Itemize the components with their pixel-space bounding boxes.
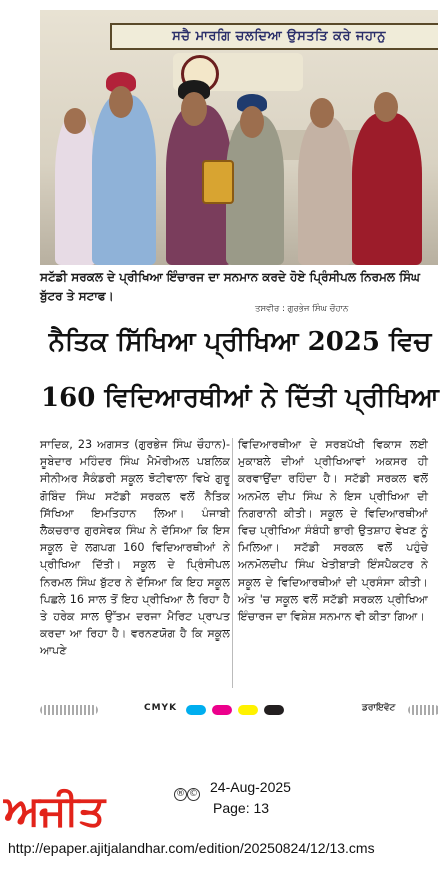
trophy-icon (202, 160, 234, 204)
person-head (109, 86, 133, 118)
black-swatch-icon (264, 705, 284, 715)
person-figure (352, 113, 422, 265)
cyan-swatch-icon (186, 705, 206, 715)
photo-credit: ਤਸਵੀਰ : ਗੁਰਭੇਜ ਸਿੰਘ ਚੌਹਾਨ (255, 304, 349, 314)
print-registration-strip (40, 700, 440, 720)
article-column-1: ਸਾਦਿਕ, 23 ਅਗਸਤ (ਗੁਰਭੇਜ ਸਿੰਘ ਚੌਹਾਨ)-ਸੂਬੇਦਾਰ ਮਹਿੰਦਰ ਸਿੰਘ ਮੈਮੋਰੀਅਲ ਪਬਲਿਕ ਸੀਨੀਅਰ ਸੈਕੰਡਰੀ ਸਕੂਲ ਝੋਟੀਵਾਲਾ ਵਿਖੇ ਗੁਰੂ ਗੋਬਿੰਦ ਸਿੰਘ ਸਟੱਡੀ ਸਰਕਲ ਵਲੋਂ ਨੈਤਿਕ ਸਿੱਖਿਆ ਇਮਤਿਹਾਨ ਲਿਆ। ਪੰਜਾਬੀ ਲੈਕਚਰਾਰ ਗੁਰਸੇਵਕ ਸਿੰਘ ਨੇ ਦੱਸਿਆ ਕਿ ਇਸ ਸਕੂਲ ਦੇ ਲਗਪਗ 160 ਵਿਦਿਆਰਥੀਆਂ ਨੇ ਪ੍ਰੀਖਿਆ ਦਿੱਤੀ। ਸਕੂਲ ਦੇ ਪ੍ਰਿੰਸੀਪਲ ਨਿਰਮਲ ਸਿੰਘ ਬੁੱਟਰ ਨੇ ਦੱਸਿਆ ਕਿ ਇਹ ਸਕੂਲ ਪਿਛਲੇ 16 ਸਾਲ ਤੋਂ ਇਹ ਪ੍ਰੀਖਿਆ ਲੈ ਰਿਹਾ ਹੈ ਤੇ ਹਰੇਕ ਸਾਲ ਉੱਤਮ ਦਰਜਾ ਮੈਰਿਟ ਪ੍ਰਾਪਤ ਕਰਦਾ ਆ ਰਿਹਾ ਹੈ। ਵਰਨਣਯੋਗ ਹੈ ਕਿ ਸਕੂਲ ਆਪਣੇ (40, 438, 230, 658)
person-figure (55, 115, 97, 265)
person-head (240, 106, 264, 138)
registered-mark-icon: ® (176, 789, 185, 799)
person-figure (226, 115, 284, 265)
person-head (374, 92, 398, 122)
news-photo (40, 10, 438, 265)
article-column-2: ਵਿਦਿਆਰਥੀਆ ਦੇ ਸਰਬਪੱਖੀ ਵਿਕਾਸ ਲਈ ਮੁਕਾਬਲੇ ਦੀਆਂ ਪ੍ਰੀਖਿਆਵਾਂ ਅਕਸਰ ਹੀ ਕਰਵਾਉਂਦਾ ਰਹਿੰਦਾ ਹੈ। ਸਟੱਡੀ ਸਰਕਲ ਵਲੋਂ ਅਨਮੋਲ ਦੀਪ ਸਿੰਘ ਨੇ ਇਸ ਪ੍ਰੀਖਿਆ ਦੀ ਨਿਗਰਾਨੀ ਕੀਤੀ। ਸਕੂਲ ਦੇ ਵਿਦਿਆਰਥੀਆਂ ਵਿਚ ਪ੍ਰੀਖਿਆ ਸੰਬੰਧੀ ਭਾਰੀ ਉਤਸ਼ਾਹ ਵੇਖਣ ਨੂੰ ਮਿਲਿਆ। ਸਟੱਡੀ ਸਰਕਲ ਵਲੋਂ ਪਹੁੰਚੇ ਅਨਮੋਲਦੀਪ ਸਿੰਘ ਖੇਤੀਬਾੜੀ ਇੰਸਪੈਕਟਰ ਨੇ ਸਕੂਲ ਦੇ ਵਿਦਿਆਰਥੀਆਂ ਦੀ ਪ੍ਰਸੰਸਾ ਕੀਤੀ। ਅੰਤ 'ਚ ਸਕੂਲ ਵਲੋਂ ਸਟੱਡੀ ਸਰਕਲ ਪ੍ਰੀਖਿਆ ਇੰਚਾਰਜ ਦਾ ਵਿਸ਼ੇਸ਼ ਸਨਮਾਨ ਵੀ ਕੀਤਾ ਗਿਆ। (238, 438, 428, 624)
photo-caption: ਸਟੱਡੀ ਸਰਕਲ ਦੇ ਪ੍ਰੀਖਿਆ ਇੰਚਾਰਜ ਦਾ ਸਨਮਾਨ ਕਰਦੇ ਹੋਏ ਪ੍ਰਿੰਸੀਪਲ ਨਿਰਮਲ ਸਿੰਘ ਬੁੱਟਰ ਤੇ ਸਟਾਫ। (40, 270, 420, 303)
column-divider (232, 438, 233, 688)
magenta-swatch-icon (212, 705, 232, 715)
cmyk-label: CMYK (144, 703, 178, 713)
hatch-bar (40, 705, 98, 715)
hatch-bar (408, 705, 440, 715)
yellow-swatch-icon (238, 705, 258, 715)
person-head (64, 108, 86, 134)
epaper-url[interactable]: http://epaper.ajitjalandhar.com/edition/20250824/12/13.cms (8, 840, 375, 856)
person-figure (298, 117, 352, 265)
copyright-mark-icon: © (189, 789, 198, 799)
person-figure (92, 95, 156, 265)
page-number: Page: 13 (213, 800, 270, 816)
headline-line-2: 160 ਵਿਦਿਆਰਥੀਆਂ ਨੇ ਦਿੱਤੀ ਪ੍ਰੀਖਿਆ (41, 383, 439, 413)
photo-banner: ਸਚੈ ਮਾਰਗਿ ਚਲਦਿਆ ਉਸਤਤਿ ਕਰੇ ਜਹਾਨੁ (110, 23, 438, 50)
strip-right-label: ਡਰਾਇਵੋਟ (362, 703, 396, 713)
edition-date: 24-Aug-2025 (210, 779, 291, 795)
person-head (181, 92, 207, 126)
person-head (310, 98, 334, 128)
ajit-logo (4, 786, 154, 836)
headline-line-1: ਨੈਤਿਕ ਸਿੱਖਿਆ ਪ੍ਰੀਖਿਆ 2025 ਵਿਚ (48, 327, 432, 357)
ajit-logo-text: ਅਜੀਤ (4, 786, 105, 835)
